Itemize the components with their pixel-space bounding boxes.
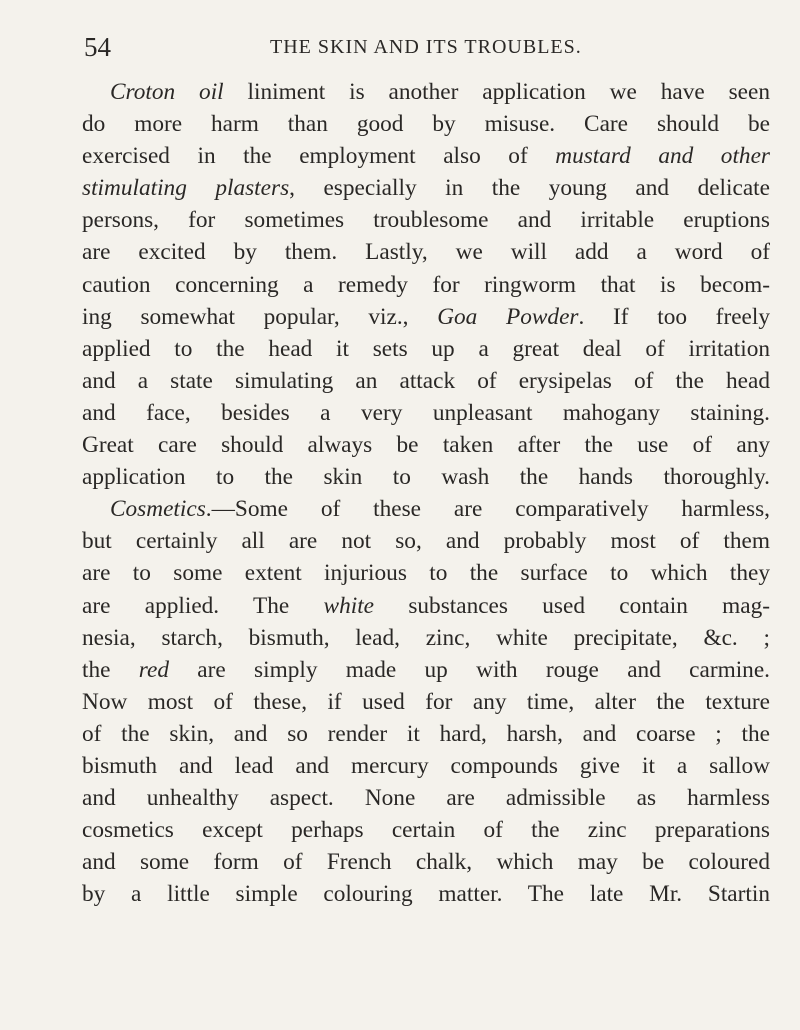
text-segment: are to some extent injurious to the surface to which they (82, 560, 770, 587)
text-line (82, 429, 770, 461)
text-line (82, 301, 770, 333)
text-line (82, 461, 770, 493)
text-line (82, 718, 770, 750)
text-segment: cosmetics except perhaps certain of the zinc preparations (82, 817, 770, 844)
text-line (82, 686, 770, 718)
page-header (80, 30, 770, 70)
text-segment: and face, besides a very unpleasant mahogany staining. (82, 399, 770, 426)
italic-text: red (138, 656, 169, 683)
text-line (82, 814, 770, 846)
text-line (82, 397, 770, 429)
italic-text: Croton oil (110, 79, 224, 105)
text-segment: . If too freely (578, 303, 770, 330)
text-line (82, 172, 770, 204)
text-line (82, 333, 770, 365)
text-segment: .—Some of these are comparatively harmless, (205, 496, 770, 523)
text-line (82, 108, 770, 140)
text-segment: are applied. The (82, 592, 324, 619)
text-line (82, 365, 770, 397)
text-segment: application to the skin to wash the hands thoroughly. (82, 464, 770, 491)
text-line (82, 750, 770, 782)
text-segment: Great care should always be taken after the use of any (82, 432, 770, 459)
text-line (82, 654, 770, 686)
text-line (82, 204, 770, 236)
text-segment: are simply made up with rouge and carmine. (168, 656, 770, 683)
text-line (82, 493, 770, 525)
italic-text: stimulating plasters (82, 175, 290, 202)
text-line (82, 140, 770, 172)
text-line (82, 622, 770, 654)
italic-text: mustard and other (555, 143, 770, 170)
text-line (82, 236, 770, 268)
text-segment: do more harm than good by misuse. Care should be (82, 111, 770, 138)
text-segment: caution concerning a remedy for ringworm that is becom- (82, 271, 770, 298)
text-line (82, 525, 770, 557)
text-segment: exercised in the employment also of (82, 143, 556, 170)
text-line (82, 590, 770, 622)
italic-text: Goa Powder (437, 303, 579, 330)
body-text (82, 76, 770, 910)
text-segment: but certainly all are not so, and probably most of them (82, 528, 770, 555)
text-segment: Now most of these, if used for any time, alter the texture (82, 688, 770, 715)
text-segment: bismuth and lead and mercury compounds give it a sallow (82, 752, 770, 779)
text-segment: nesia, starch, bismuth, lead, zinc, white precipitate, &c. ; (82, 624, 770, 651)
text-segment: ing somewhat popular, viz., (82, 303, 438, 330)
text-segment: and unhealthy aspect. None are admissible as harmless (82, 785, 770, 812)
italic-text: white (323, 592, 375, 619)
page-number: 54 (84, 32, 111, 62)
text-segment: are excited by them. Lastly, we will add a word of (82, 239, 770, 266)
text-segment: persons, for sometimes troublesome and irritable eruptions (82, 207, 770, 234)
text-line (82, 269, 770, 301)
text-segment: liniment is another application we have seen (223, 79, 770, 105)
text-segment: substances used contain mag- (374, 592, 770, 619)
running-head: THE SKIN AND ITS TROUBLES. (270, 36, 582, 58)
text-line (82, 846, 770, 878)
text-segment: and some form of French chalk, which may be coloured (82, 849, 770, 876)
text-line (82, 878, 770, 910)
text-segment: by a little simple colouring matter. The late Mr. Startin (82, 881, 770, 908)
text-segment: the (82, 656, 139, 683)
text-segment: , especially in the young and delicate (289, 175, 770, 202)
text-segment: and a state simulating an attack of erysipelas of the head (82, 367, 770, 394)
text-segment: applied to the head it sets up a great deal of irritation (82, 335, 770, 362)
text-line (82, 782, 770, 814)
italic-text: Cosmetics (110, 496, 206, 523)
text-line (82, 557, 770, 589)
text-line (82, 76, 770, 108)
text-segment: of the skin, and so render it hard, harsh, and coarse ; the (82, 720, 770, 747)
